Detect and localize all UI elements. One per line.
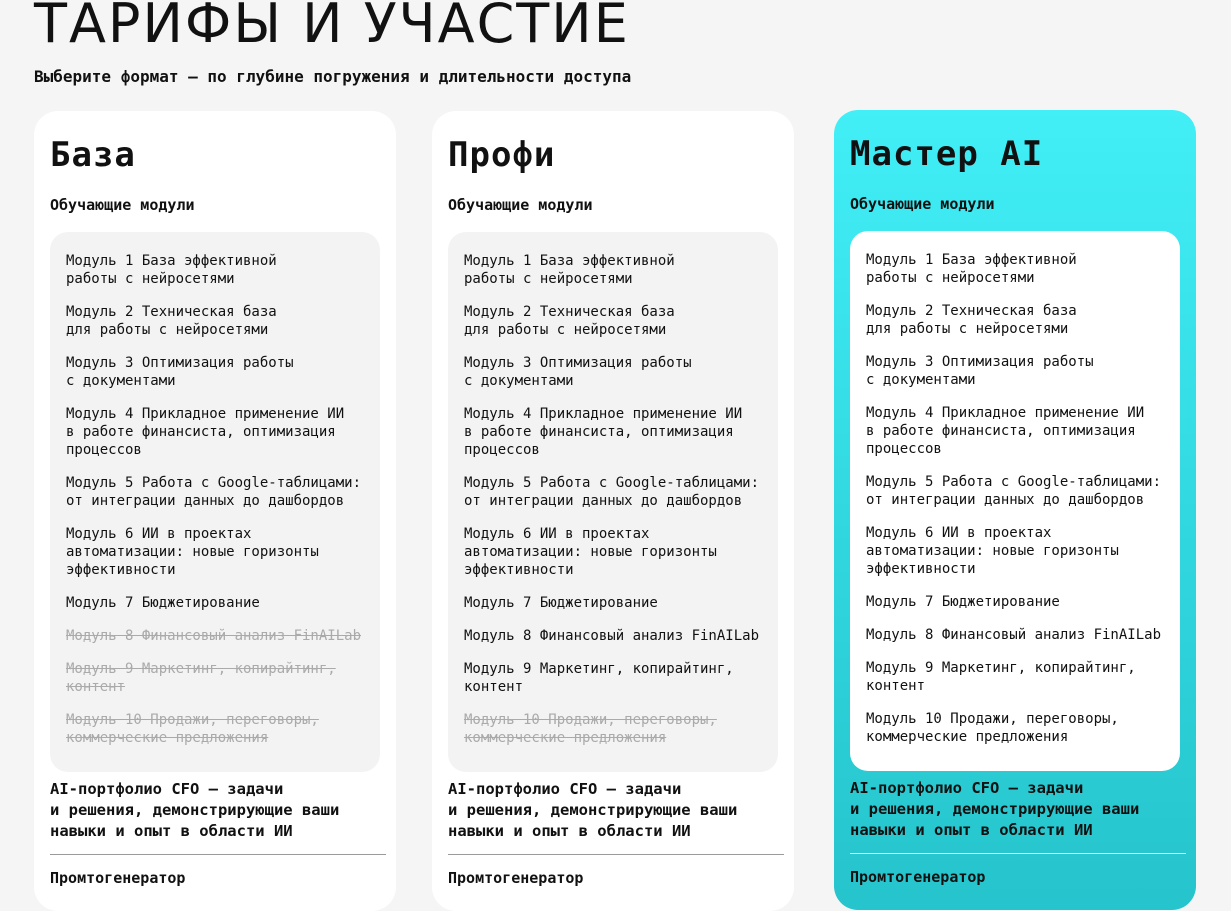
plan-title: Мастер AI — [850, 134, 1044, 174]
modules-label: Обучающие модули — [448, 196, 593, 214]
module-item: Модуль 7 Бюджетирование — [464, 595, 658, 611]
module-item-excluded: Модуль 9 Маркетинг, копирайтинг, контент — [66, 661, 336, 695]
portfolio-feature: AI-портфолио CFO — задачи и решения, демонстрирующие ваши навыки и опыт в области ИИ — [850, 779, 1140, 839]
module-item: Модуль 6 ИИ в проектах автоматизации: новые горизонты эффективности — [866, 525, 1119, 577]
module-item: Модуль 8 Финансовый анализ FinAILab — [464, 628, 760, 644]
module-item: Модуль 7 Бюджетирование — [866, 594, 1060, 610]
module-item: Модуль 9 Маркетинг, копирайтинг, контент — [866, 660, 1136, 694]
modules-label: Обучающие модули — [50, 196, 195, 214]
plan-card-master-ai[interactable] — [834, 110, 1196, 910]
divider — [448, 854, 784, 855]
module-item: Модуль 8 Финансовый анализ FinAILab — [866, 627, 1162, 643]
plan-card-base[interactable] — [34, 111, 396, 911]
module-item: Модуль 5 Работа с Google-таблицами: от интеграции данных до дашбордов — [866, 474, 1162, 508]
modules-list — [448, 232, 778, 772]
plan-title: Профи — [448, 135, 556, 175]
module-item: Модуль 5 Работа с Google-таблицами: от интеграции данных до дашбордов — [464, 475, 760, 509]
modules-list — [50, 232, 380, 772]
promptgen-feature: Промтогенератор — [448, 869, 584, 887]
page-subtitle: Выберите формат — по глубине погружения и длительности доступа — [34, 67, 632, 86]
module-item: Модуль 6 ИИ в проектах автоматизации: новые горизонты эффективности — [464, 526, 717, 578]
divider — [850, 853, 1186, 854]
module-item: Модуль 3 Оптимизация работы с документами — [66, 355, 294, 389]
module-item: Модуль 4 Прикладное применение ИИ в работе финансиста, оптимизация процессов — [464, 406, 743, 458]
portfolio-feature: AI-портфолио CFO — задачи и решения, демонстрирующие ваши навыки и опыт в области ИИ — [448, 780, 738, 840]
module-item: Модуль 9 Маркетинг, копирайтинг, контент — [464, 661, 734, 695]
module-item: Модуль 2 Техническая база для работы с нейросетями — [464, 304, 675, 338]
module-item: Модуль 2 Техническая база для работы с нейросетями — [866, 303, 1077, 337]
modules-label: Обучающие модули — [850, 195, 995, 213]
module-item: Модуль 3 Оптимизация работы с документами — [866, 354, 1094, 388]
modules-list — [850, 231, 1180, 771]
divider — [50, 854, 386, 855]
module-item-excluded: Модуль 10 Продажи, переговоры, коммерческие предложения — [464, 712, 717, 746]
module-item: Модуль 4 Прикладное применение ИИ в работе финансиста, оптимизация процессов — [866, 405, 1145, 457]
plan-card-profi[interactable] — [432, 111, 794, 911]
module-item: Модуль 5 Работа с Google-таблицами: от интеграции данных до дашбордов — [66, 475, 362, 509]
module-item: Модуль 7 Бюджетирование — [66, 595, 260, 611]
page-title: ТАРИФЫ И УЧАСТИЕ — [34, 0, 630, 55]
plan-title: База — [50, 135, 136, 175]
module-item: Модуль 1 База эффективной работы с нейросетями — [866, 252, 1077, 286]
module-item: Модуль 1 База эффективной работы с нейросетями — [464, 253, 675, 287]
module-item: Модуль 2 Техническая база для работы с нейросетями — [66, 304, 277, 338]
module-item: Модуль 10 Продажи, переговоры, коммерческие предложения — [866, 711, 1119, 745]
module-item: Модуль 3 Оптимизация работы с документами — [464, 355, 692, 389]
promptgen-feature: Промтогенератор — [850, 868, 986, 886]
module-item: Модуль 6 ИИ в проектах автоматизации: новые горизонты эффективности — [66, 526, 319, 578]
module-item-excluded: Модуль 10 Продажи, переговоры, коммерческие предложения — [66, 712, 319, 746]
module-item: Модуль 4 Прикладное применение ИИ в работе финансиста, оптимизация процессов — [66, 406, 345, 458]
module-item-excluded: Модуль 8 Финансовый анализ FinAILab — [66, 628, 362, 644]
module-item: Модуль 1 База эффективной работы с нейросетями — [66, 253, 277, 287]
promptgen-feature: Промтогенератор — [50, 869, 186, 887]
portfolio-feature: AI-портфолио CFO — задачи и решения, демонстрирующие ваши навыки и опыт в области ИИ — [50, 780, 340, 840]
